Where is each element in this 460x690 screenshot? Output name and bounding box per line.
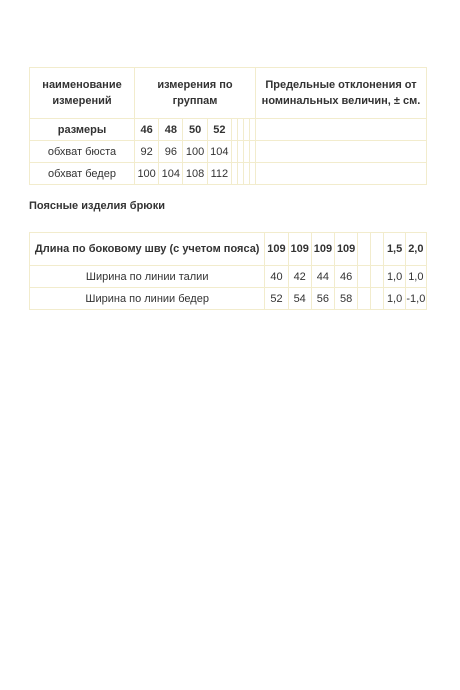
trousers-table — [29, 232, 427, 310]
empty-cell — [371, 288, 384, 310]
value-cell: 112 — [207, 163, 231, 185]
empty-cell — [358, 233, 371, 266]
value-cell: 52 — [265, 288, 288, 310]
deviation-cell — [256, 141, 427, 163]
deviation-cell — [256, 163, 427, 185]
value-cell: 54 — [288, 288, 311, 310]
deviation-cell: 1,0 — [384, 266, 405, 288]
value-cell: 42 — [288, 266, 311, 288]
size-cell: 52 — [207, 119, 231, 141]
value-cell: 58 — [335, 288, 358, 310]
deviation-cell — [256, 119, 427, 141]
value-cell: 100 — [135, 163, 159, 185]
table-row — [30, 288, 427, 310]
value-cell: 109 — [311, 233, 334, 266]
value-cell: 108 — [183, 163, 207, 185]
empty-cell — [358, 266, 371, 288]
table-row — [30, 163, 427, 185]
table-row — [30, 266, 427, 288]
table-row — [30, 141, 427, 163]
value-cell: 96 — [159, 141, 183, 163]
value-cell: 40 — [265, 266, 288, 288]
empty-cell — [358, 288, 371, 310]
size-cell: 50 — [183, 119, 207, 141]
sizes-row — [30, 119, 427, 141]
value-cell: 104 — [207, 141, 231, 163]
row-label: Ширина по линии талии — [30, 266, 265, 288]
size-cell: 46 — [135, 119, 159, 141]
sizes-label: размеры — [30, 119, 135, 141]
value-cell: 109 — [335, 233, 358, 266]
row-label: обхват бюста — [30, 141, 135, 163]
size-cell: 48 — [159, 119, 183, 141]
deviation-cell: 1,0 — [384, 288, 405, 310]
value-cell: 46 — [335, 266, 358, 288]
deviation-cell: 2,0 — [405, 233, 426, 266]
header-deviations: Предельные отклонения от номинальных величин, ± см. — [256, 68, 427, 119]
value-cell: 109 — [288, 233, 311, 266]
header-groups: измерения по группам — [135, 68, 256, 119]
value-cell: 109 — [265, 233, 288, 266]
section-subtitle: Поясные изделия брюки — [29, 200, 165, 212]
table-row — [30, 233, 427, 266]
empty-cell — [371, 233, 384, 266]
deviation-cell: 1,5 — [384, 233, 405, 266]
value-cell: 56 — [311, 288, 334, 310]
row-label: Длина по боковому шву (с учетом пояса) — [30, 233, 265, 266]
value-cell: 100 — [183, 141, 207, 163]
empty-cell — [371, 266, 384, 288]
value-cell: 92 — [135, 141, 159, 163]
row-label: Ширина по линии бедер — [30, 288, 265, 310]
size-table — [29, 67, 427, 185]
value-cell: 104 — [159, 163, 183, 185]
row-label: обхват бедер — [30, 163, 135, 185]
deviation-cell: -1,0 — [405, 288, 426, 310]
table-header-row — [30, 68, 427, 119]
deviation-cell: 1,0 — [405, 266, 426, 288]
header-measurement-name: наименование измерений — [30, 68, 135, 119]
value-cell: 44 — [311, 266, 334, 288]
